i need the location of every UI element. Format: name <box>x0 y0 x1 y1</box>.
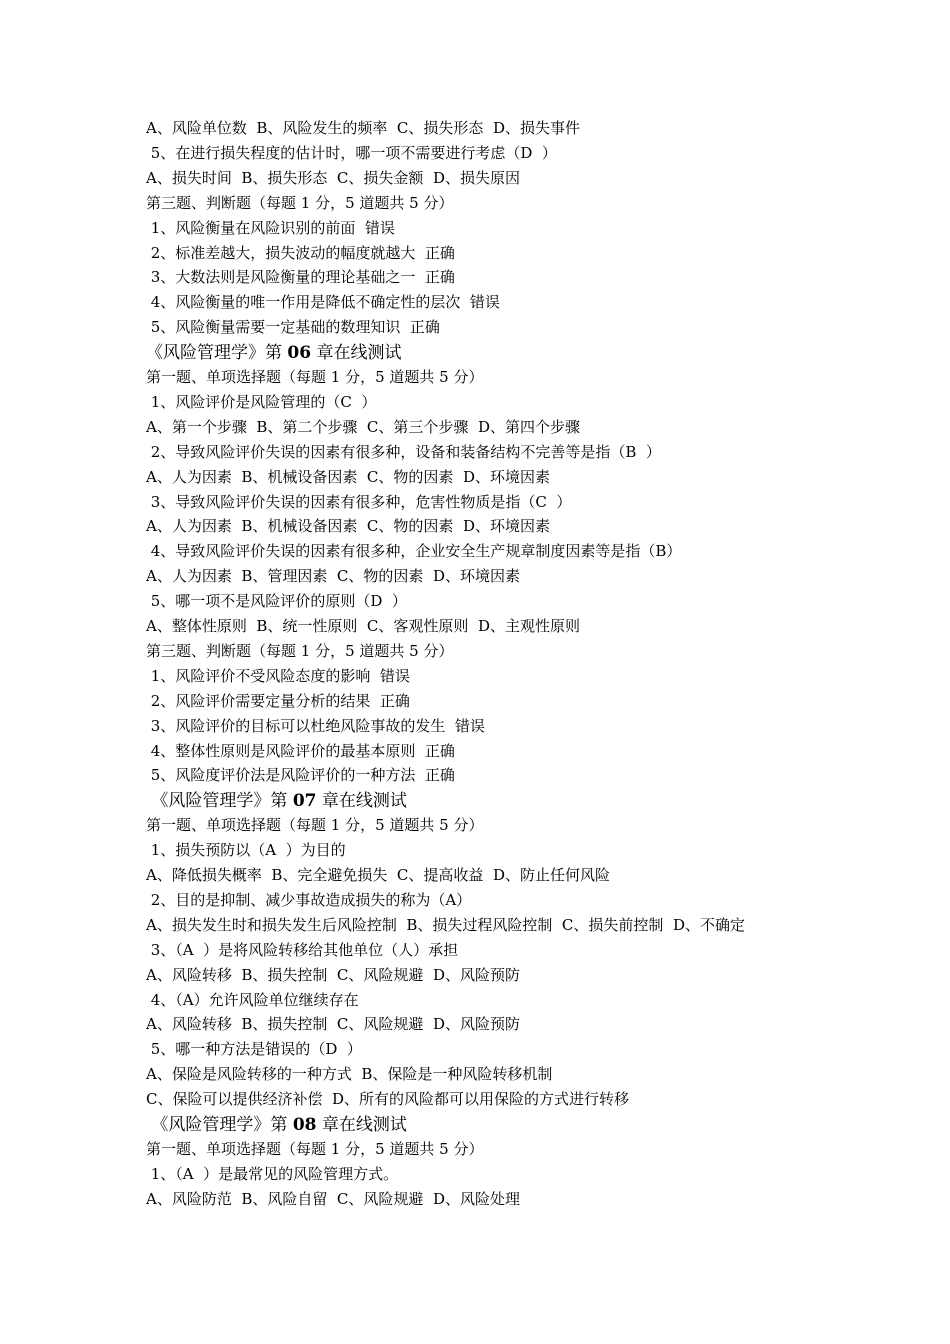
question-line: 4、风险衡量的唯一作用是降低不确定性的层次 错误 <box>146 293 500 312</box>
section-heading: 第一题、单项选择题（每题 1 分，5 道题共 5 分） <box>146 368 484 386</box>
question-line: 1、损失预防以（A ）为目的 <box>146 841 346 860</box>
question-line: 1、风险衡量在风险识别的前面 错误 <box>146 218 395 237</box>
answer-options-line: A、人为因素 B、机械设备因素 C、物的因素 D、环境因素 <box>146 467 550 486</box>
question-line: 4、（A）允许风险单位继续存在 <box>146 990 359 1009</box>
question-line: 5、风险度评价法是风险评价的一种方法 正确 <box>146 766 455 785</box>
answer-options-line: A、整体性原则 B、统一性原则 C、客观性原则 D、主观性原则 <box>146 617 580 635</box>
answer-options-line: A、第一个步骤 B、第二个步骤 C、第三个步骤 D、第四个步骤 <box>146 417 580 436</box>
answer-options-line: A、人为因素 B、管理因素 C、物的因素 D、环境因素 <box>146 567 520 586</box>
question-line: 5、哪一项不是风险评价的原则（D ） <box>146 592 407 611</box>
answer-options-line: A、损失发生时和损失发生后风险控制 B、损失过程风险控制 C、损失前控制 D、不确定 <box>146 915 745 934</box>
chapter-title-suffix: 章在线测试 <box>316 1115 407 1135</box>
chapter-title-prefix: 《风险管理学》第 <box>146 1115 293 1135</box>
question-line: 1、风险评价是风险管理的（C ） <box>146 392 377 411</box>
section-heading: 第一题、单项选择题（每题 1 分，5 道题共 5 分） <box>146 816 484 835</box>
question-line: 4、整体性原则是风险评价的最基本原则 正确 <box>146 741 455 760</box>
question-line: 4、导致风险评价失误的因素有很多种，企业安全生产规章制度因素等是指（B） <box>146 542 682 561</box>
chapter-number: 06 <box>287 343 312 364</box>
answer-options-line: A、人为因素 B、机械设备因素 C、物的因素 D、环境因素 <box>146 517 550 536</box>
question-line: 5、在进行损失程度的估计时，哪一项不需要进行考虑（D ） <box>146 143 557 162</box>
answer-options-line: C、保险可以提供经济补偿 D、所有的风险都可以用保险的方式进行转移 <box>146 1090 630 1109</box>
section-heading: 第三题、判断题（每题 1 分，5 道题共 5 分） <box>146 193 454 212</box>
answer-options-line: A、风险防范 B、风险自留 C、风险规避 D、风险处理 <box>146 1189 520 1208</box>
question-line: 1、（A ）是最常见的风险管理方式。 <box>146 1164 399 1183</box>
question-line: 3、大数法则是风险衡量的理论基础之一 正确 <box>146 268 455 287</box>
chapter-title-suffix: 章在线测试 <box>316 791 407 812</box>
question-line: 2、标准差越大，损失波动的幅度就越大 正确 <box>146 243 455 262</box>
chapter-title-prefix: 《风险管理学》第 <box>146 791 293 812</box>
answer-options-line: A、损失时间 B、损失形态 C、损失金额 D、损失原因 <box>146 168 520 187</box>
section-heading: 第三题、判断题（每题 1 分，5 道题共 5 分） <box>146 641 454 660</box>
chapter-title <box>146 791 407 811</box>
question-line: 3、（A ）是将风险转移给其他单位（人）承担 <box>146 940 459 959</box>
question-line: 2、导致风险评价失误的因素有很多种，设备和装备结构不完善等是指（B ） <box>146 442 661 461</box>
question-line: 1、风险评价不受风险态度的影响 错误 <box>146 666 410 685</box>
question-line: 3、导致风险评价失误的因素有很多种，危害性物质是指（C ） <box>146 492 572 511</box>
answer-options-line: A、风险转移 B、损失控制 C、风险规避 D、风险预防 <box>146 965 520 984</box>
chapter-title <box>146 343 401 363</box>
question-line: 5、哪一种方法是错误的（D ） <box>146 1040 362 1059</box>
question-line: 2、风险评价需要定量分析的结果 正确 <box>146 691 410 710</box>
chapter-title <box>146 1115 407 1135</box>
answer-options-line: A、降低损失概率 B、完全避免损失 C、提高收益 D、防止任何风险 <box>146 866 610 884</box>
answer-options-line: A、风险单位数 B、风险发生的频率 C、损失形态 D、损失事件 <box>146 119 580 137</box>
answer-options-line: A、风险转移 B、损失控制 C、风险规避 D、风险预防 <box>146 1015 520 1034</box>
section-heading: 第一题、单项选择题（每题 1 分，5 道题共 5 分） <box>146 1139 484 1158</box>
chapter-title-prefix: 《风险管理学》第 <box>146 343 288 364</box>
question-line: 5、风险衡量需要一定基础的数理知识 正确 <box>146 318 440 337</box>
question-line: 2、目的是抑制、减少事故造成损失的称为（A） <box>146 890 472 909</box>
answer-options-line: A、保险是风险转移的一种方式 B、保险是一种风险转移机制 <box>146 1065 553 1084</box>
chapter-title-suffix: 章在线测试 <box>311 343 402 364</box>
question-line: 3、风险评价的目标可以杜绝风险事故的发生 错误 <box>146 716 485 735</box>
chapter-number: 08 <box>292 1115 317 1135</box>
chapter-number: 07 <box>292 791 317 812</box>
